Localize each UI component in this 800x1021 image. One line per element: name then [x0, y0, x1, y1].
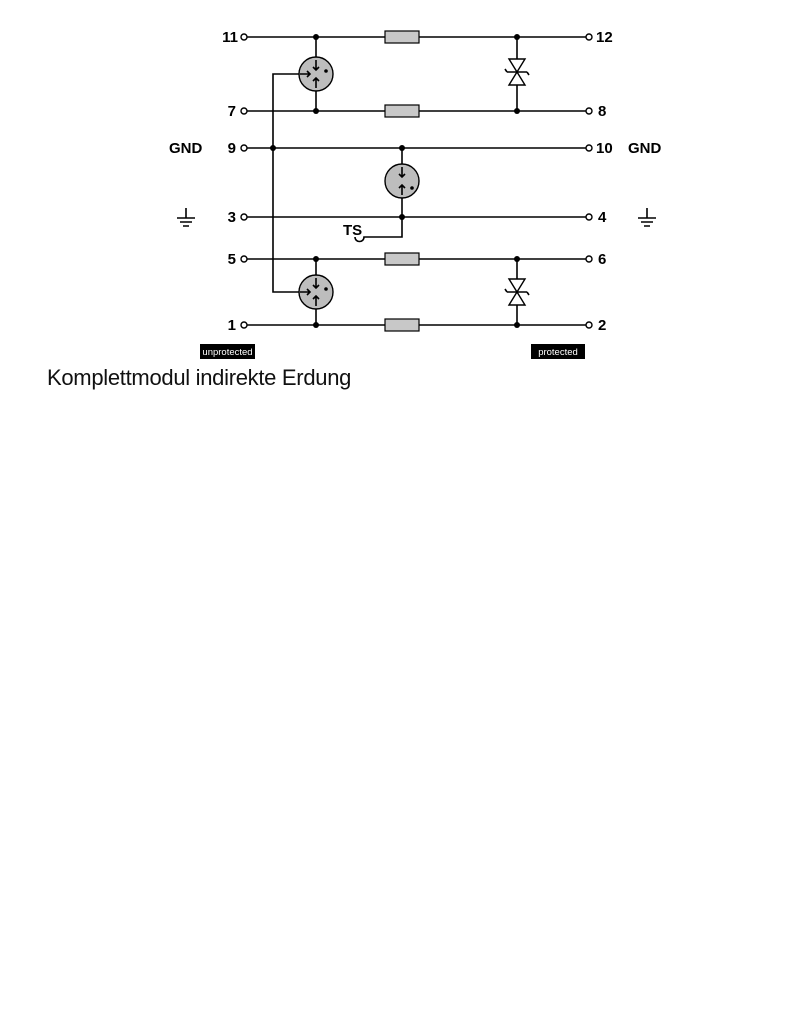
terminal-12 [586, 34, 592, 40]
junction [270, 145, 276, 151]
terminal-6 [586, 256, 592, 262]
resistor-11-12 [385, 31, 419, 43]
gdt-middle-dot [410, 186, 414, 190]
junction [514, 256, 520, 262]
terminal-9 [241, 145, 247, 151]
terminal-10 [586, 145, 592, 151]
gdt-lower-dot [324, 287, 328, 291]
junction [313, 34, 319, 40]
junction [514, 34, 520, 40]
resistor-1-2 [385, 319, 419, 331]
terminal-label-12: 12 [596, 29, 613, 46]
junction [399, 145, 405, 151]
gnd-label-right: GND [628, 140, 662, 157]
terminal-4 [586, 214, 592, 220]
terminal-label-1: 1 [227, 317, 236, 334]
terminal-label-10: 10 [596, 140, 613, 157]
terminal-label-3: 3 [227, 209, 236, 226]
junction [313, 108, 319, 114]
junction [313, 322, 319, 328]
junction [313, 256, 319, 262]
circuit-schematic [0, 0, 800, 400]
protected-tag: protected [538, 347, 578, 358]
earth-icon-right [638, 208, 656, 226]
resistor-7-8 [385, 105, 419, 117]
terminal-label-11: 11 [222, 29, 238, 46]
figure-caption: Komplettmodul indirekte Erdung [47, 365, 352, 390]
earth-icon-left [177, 208, 195, 226]
terminal-7 [241, 108, 247, 114]
terminal-8 [586, 108, 592, 114]
resistor-5-6 [385, 253, 419, 265]
gdt-upper-dot [324, 69, 328, 73]
terminal-label-9: 9 [227, 140, 236, 157]
gnd-label-left: GND [169, 140, 203, 157]
unprotected-tag: unprotected [202, 347, 253, 358]
junction [514, 322, 520, 328]
terminal-5 [241, 256, 247, 262]
terminal-3 [241, 214, 247, 220]
terminal-label-6: 6 [598, 251, 607, 268]
terminal-label-8: 8 [598, 103, 607, 120]
terminal-11 [241, 34, 247, 40]
terminal-label-2: 2 [598, 317, 607, 334]
tvs-diode-upper [505, 59, 529, 85]
thermal-switch-label: TS [343, 222, 363, 239]
terminal-2 [586, 322, 592, 328]
junction [399, 214, 405, 220]
terminal-label-4: 4 [598, 209, 607, 226]
terminal-label-7: 7 [227, 103, 236, 120]
terminal-label-5: 5 [227, 251, 236, 268]
junction [514, 108, 520, 114]
terminal-1 [241, 322, 247, 328]
tvs-diode-lower [505, 279, 529, 305]
